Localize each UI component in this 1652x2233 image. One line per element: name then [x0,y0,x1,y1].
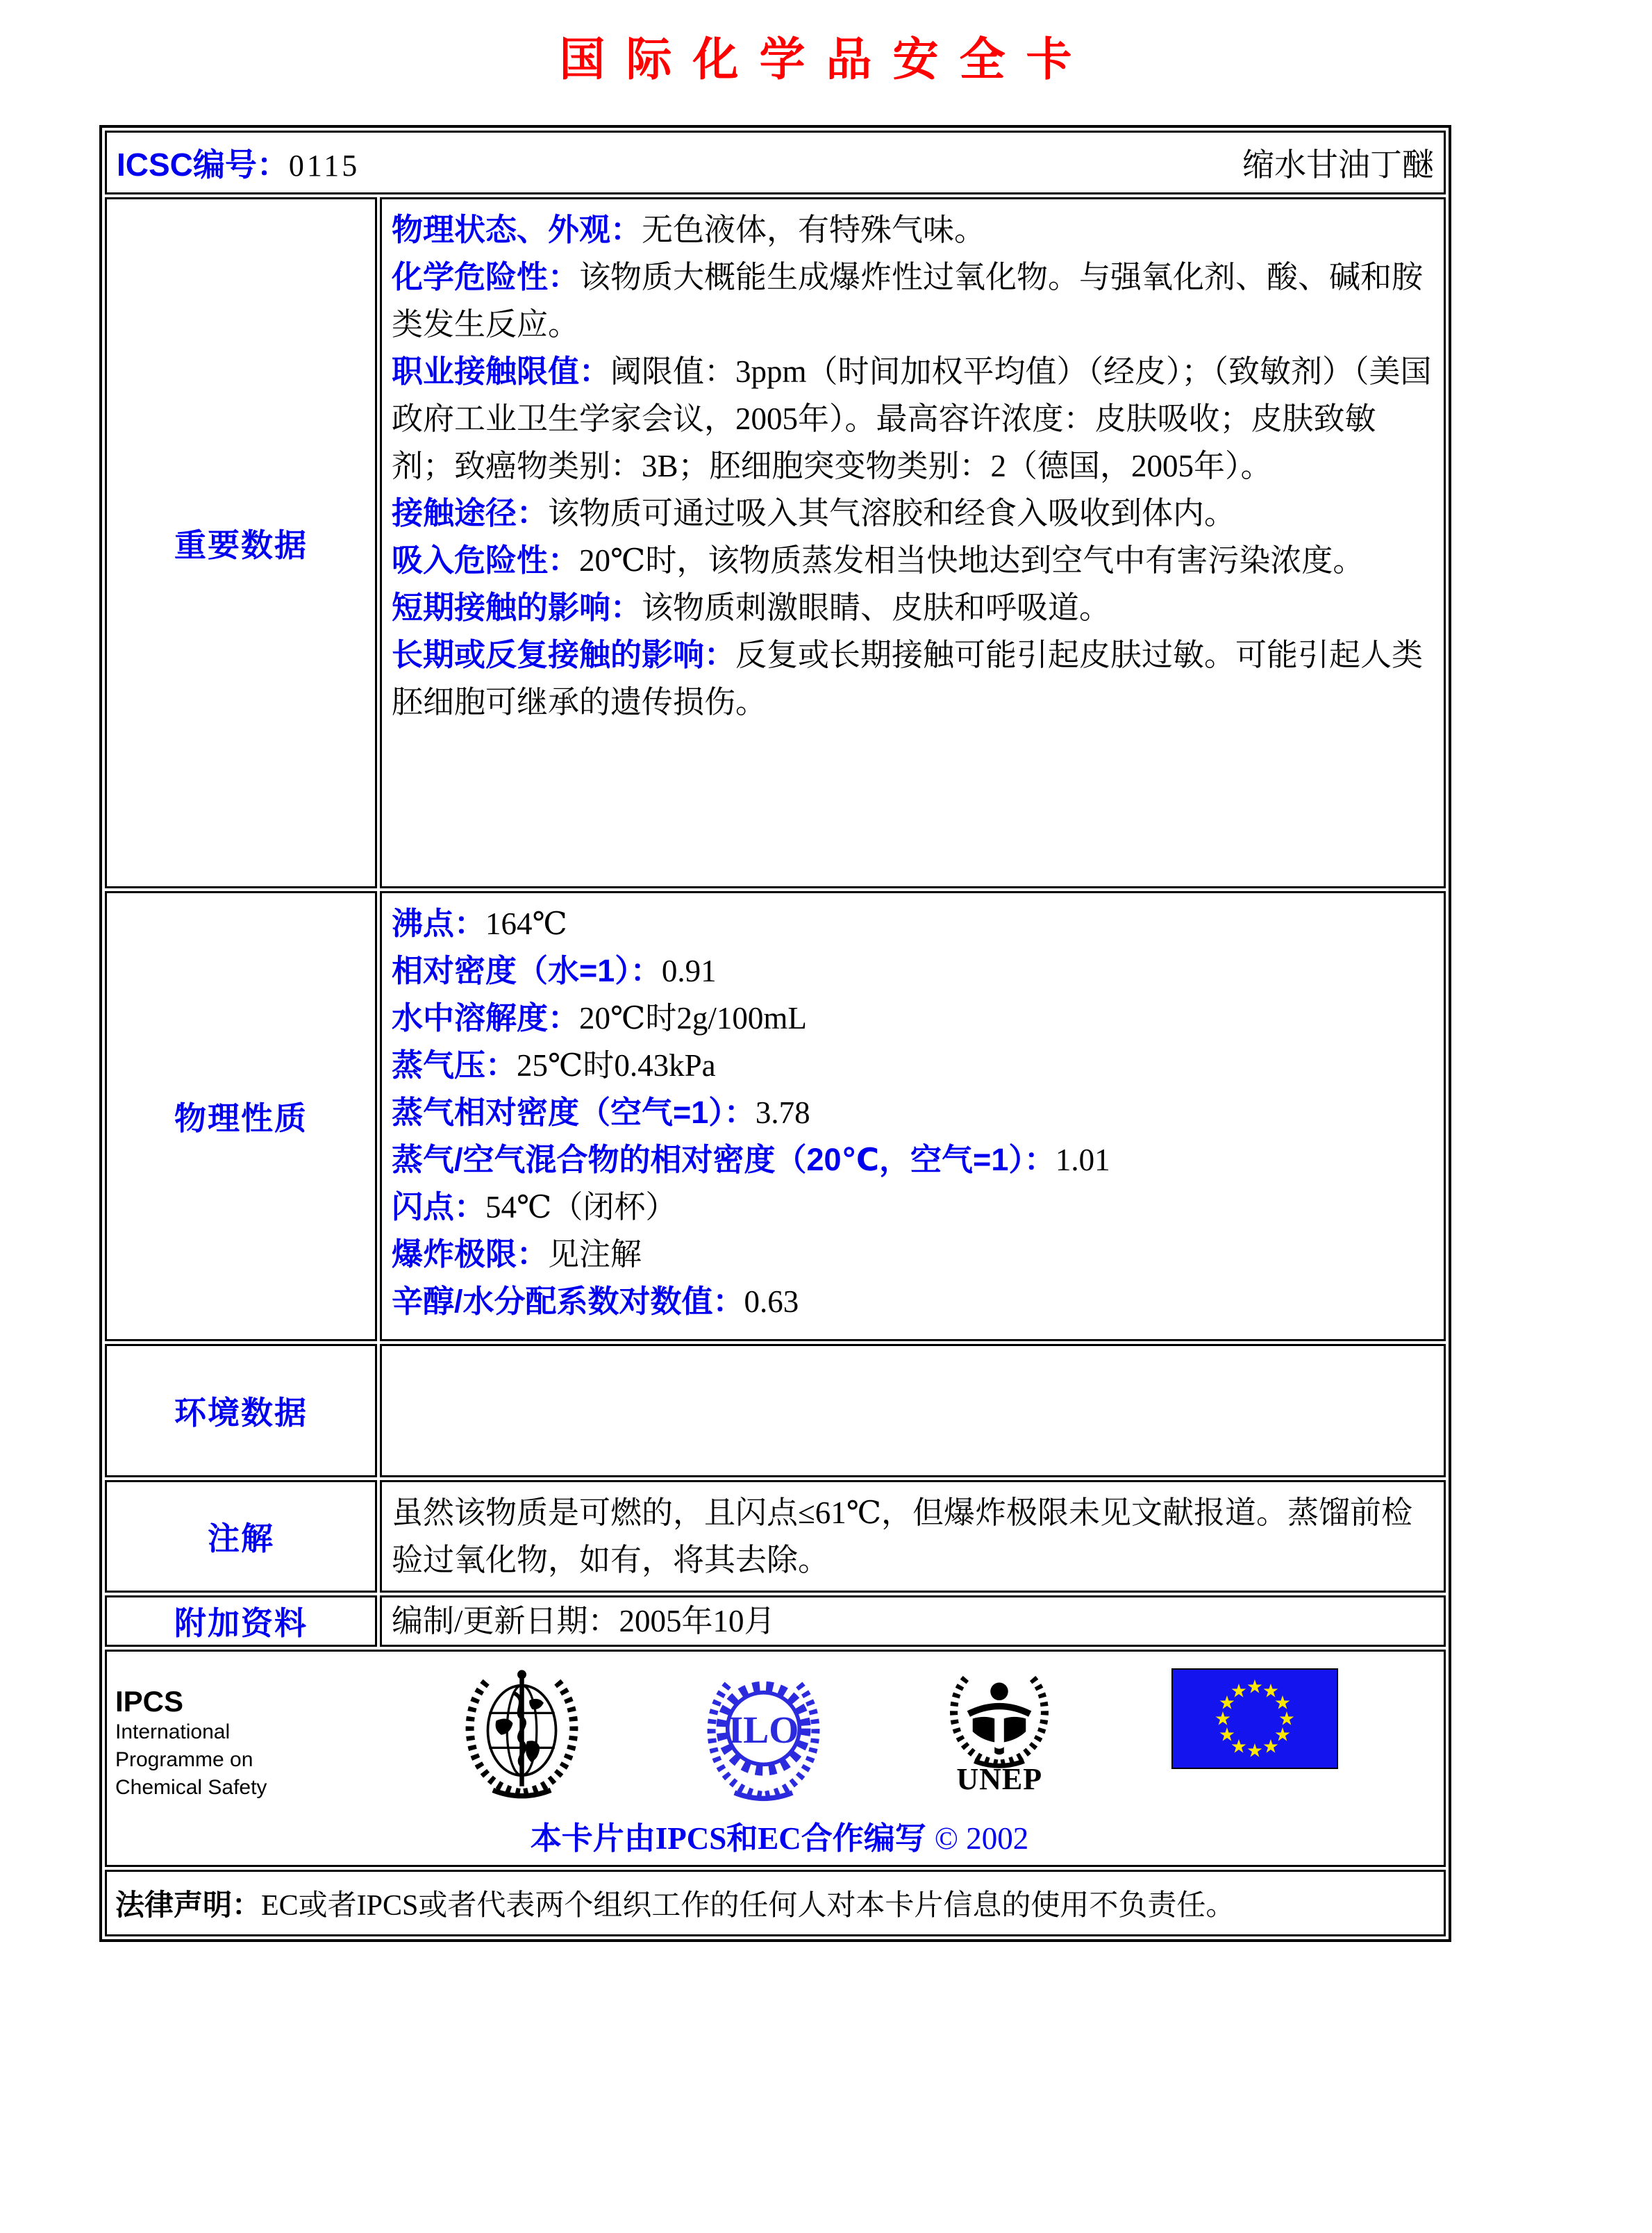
legal-label: 法律声明： [115,1888,262,1921]
item-label: 物理状态、外观： [392,212,642,247]
important-data-item [392,537,1433,584]
item-label: 辛醇/水分配系数对数值： [392,1284,744,1319]
header-cell [105,131,1446,194]
important-data-item [392,490,1433,537]
item-text: 3.78 [755,1095,810,1130]
notes-text [392,1489,1433,1584]
section-content-notes [380,1480,1446,1593]
svg-text:★: ★ [1246,1676,1264,1698]
important-data-row [105,197,1446,888]
item-label: 短期接触的影响： [392,590,642,625]
section-content-important-data [380,197,1446,888]
physical-property-item [392,1042,1433,1089]
item-text: 无色液体，有特殊气味。 [642,213,986,247]
ipcs-name-line: Programme on [115,1748,253,1771]
svg-text:★: ★ [1230,1680,1248,1702]
ilo-logo-icon [699,1664,828,1803]
section-label-important-data: 重要数据 [105,197,377,888]
svg-text:★: ★ [1274,1692,1292,1714]
item-label: 蒸气/空气混合物的相对密度（20℃，空气=1）： [392,1142,1056,1177]
important-data-item [392,584,1433,631]
item-label: 相对密度（水=1）： [392,953,662,988]
item-label: 水中溶解度： [392,1000,580,1036]
physical-property-item [392,995,1433,1042]
svg-text:★: ★ [1262,1680,1280,1702]
section-content-physical-properties [380,891,1446,1341]
important-data-item [392,348,1433,490]
item-label: 接触途径： [392,495,549,531]
important-data-item [392,254,1433,348]
ipcs-name-line: Chemical Safety [115,1776,267,1799]
item-text: 阈限值：3ppm（时间加权平均值）（经皮）；（致敏剂）（美国政府工业卫生学家会议，2005年）。最高容许浓度：皮肤吸收；皮肤致敏剂；致癌物类别：3B；胚细胞突变物类别：2（德国，2005年）。 [392,354,1432,483]
section-label-notes: 注解 [105,1480,377,1593]
physical-property-item [392,1278,1433,1325]
svg-text:★: ★ [1230,1736,1248,1758]
legal-row [105,1870,1446,1936]
svg-text:★: ★ [1214,1708,1232,1730]
section-label-physical-properties: 物理性质 [105,891,377,1341]
section-label-environmental-data: 环境数据 [105,1344,377,1477]
icsc-number-group [117,140,360,185]
physical-property-item [392,1136,1433,1184]
legal-text: EC或者IPCS或者代表两个组织工作的任何人对本卡片信息的使用不负责任。 [261,1890,1235,1922]
environmental-data-row [105,1344,1446,1477]
who-logo-icon [458,1664,586,1803]
legal-cell [105,1870,1446,1936]
item-text: 0.63 [744,1284,799,1319]
item-label: 化学危险性： [392,259,580,294]
eu-flag-icon [1171,1668,1338,1769]
item-label: 蒸气压： [392,1047,517,1083]
section-content-environmental-data [380,1344,1446,1477]
item-label: 吸入危险性： [392,542,580,578]
notes-row [105,1480,1446,1593]
logos-cell [105,1650,1446,1867]
chemical-name: 缩水甘油丁醚 [1242,147,1434,183]
item-label: 长期或反复接触的影响： [392,637,736,672]
item-text: 该物质大概能生成爆炸性过氧化物。与强氧化剂、酸、碱和胺类发生反应。 [392,260,1424,342]
item-label: 爆炸极限： [392,1236,549,1272]
icsc-table [99,125,1451,1942]
section-content-additional-info [380,1595,1446,1647]
caption-text: 本卡片由IPCS和EC合作编写 [530,1821,926,1856]
item-label: 沸点： [392,906,486,941]
unep-logo-icon [940,1664,1058,1768]
physical-property-item [392,947,1433,995]
item-text: 1.01 [1055,1143,1110,1177]
physical-properties-row [105,891,1446,1341]
update-date-text: 编制/更新日期：2005年10月 [392,1604,776,1638]
logos-row [105,1650,1446,1867]
item-text: 虽然该物质是可燃的，且闪点≤61℃，但爆炸极限未见文献报道。蒸馏前检验过氧化物，如有，将其去除。 [392,1495,1413,1577]
item-text: 0.91 [661,954,717,988]
section-label-additional-info: 附加资料 [105,1595,377,1647]
item-text: 该物质刺激眼睛、皮肤和呼吸道。 [642,590,1111,625]
ilo-letters: ILO [728,1709,799,1752]
important-data-item [392,631,1433,726]
item-label: 闪点： [392,1189,486,1225]
ipcs-text-block [115,1664,344,1802]
item-label: 蒸气相对密度（空气=1）： [392,1095,756,1130]
physical-property-item [392,1089,1433,1136]
physical-property-item [392,1231,1433,1278]
item-text: 20℃时2g/100mL [579,1001,807,1036]
header-row [105,131,1446,194]
icsc-number-label: ICSC编号： [117,147,289,183]
svg-text:★: ★ [1246,1740,1264,1762]
item-label: 职业接触限值： [392,354,611,389]
item-text: 25℃时0.43kPa [517,1048,716,1083]
item-text: 反复或长期接触可能引起皮肤过敏。可能引起人类胚细胞可继承的遗传损伤。 [392,638,1424,720]
physical-property-item [392,900,1433,947]
svg-text:★: ★ [1218,1724,1236,1746]
item-text: 20℃时，该物质蒸发相当快地达到空气中有害污染浓度。 [579,543,1365,578]
unep-logo-block [940,1664,1058,1795]
svg-text:★: ★ [1262,1736,1280,1758]
item-text: 164℃ [485,906,567,941]
item-text: 54℃（闭杯） [485,1190,677,1225]
page-title: 国际化学品安全卡 [559,35,1093,85]
cooperation-caption [115,1813,1444,1858]
important-data-item [392,206,1433,254]
svg-text:★: ★ [1274,1724,1292,1746]
ipcs-name-line: International [115,1720,231,1743]
additional-info-row [105,1595,1446,1647]
item-text: 见注解 [548,1237,642,1272]
ipcs-acronym: IPCS [115,1685,184,1718]
icsc-number-value: 0115 [288,149,360,183]
unep-letters: UNEP [956,1762,1043,1796]
physical-property-item [392,1184,1433,1231]
item-text: 该物质可通过吸入其气溶胶和经食入吸收到体内。 [548,496,1236,531]
svg-text:★: ★ [1278,1708,1296,1730]
copyright-text: © 2002 [934,1821,1029,1856]
svg-text:★: ★ [1218,1692,1236,1714]
